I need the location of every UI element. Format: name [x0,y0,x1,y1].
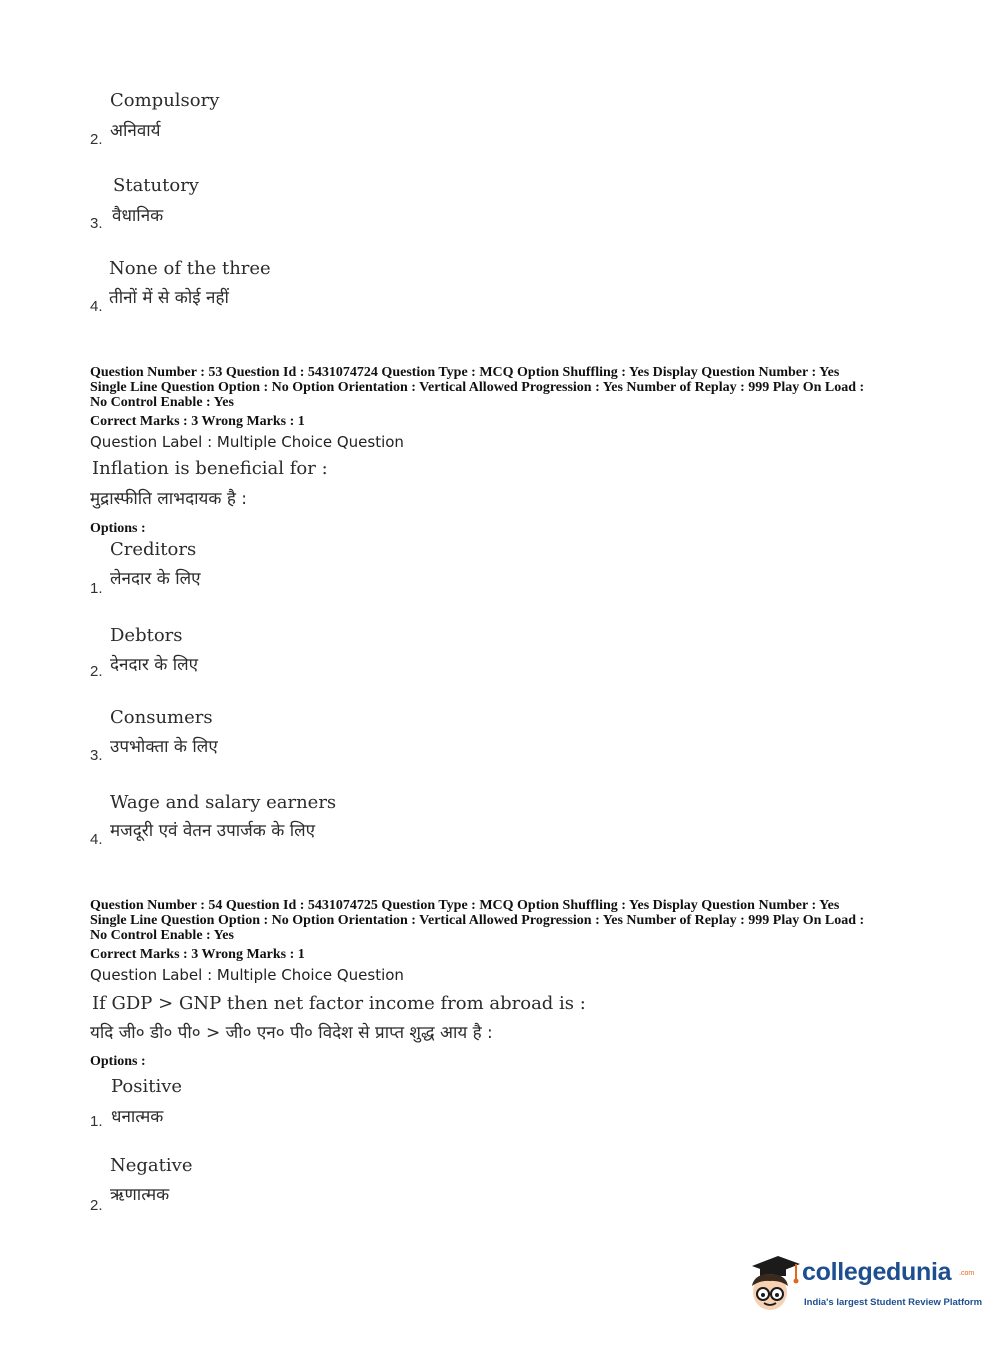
collegedunia-logo [742,1250,983,1320]
q54-question-text-english: If GDP > GNP then net factor income from abroad is : [92,993,586,1014]
prev-option-2-english: Compulsory [110,90,220,111]
q53-option-3-english: Consumers [110,707,213,728]
q53-option-4-hindi: मजदूरी एवं वेतन उपार्जक के लिए [110,821,316,841]
q53-options-heading: Options : [90,521,146,536]
q54-option-1-hindi: धनात्मक [111,1107,164,1127]
q53-meta-line-2: Single Line Question Option : No Option Orientation : Vertical Allowed Progression : Yes Number of Replay : 999 Play On Load : [90,380,865,395]
q53-option-2-english: Debtors [110,625,183,646]
q54-option-2-hindi: ऋणात्मक [110,1185,170,1205]
prev-option-4-number: 4. [90,298,103,315]
q53-option-1-english: Creditors [110,539,197,560]
q53-option-3-hindi: उपभोक्ता के लिए [110,737,218,757]
q53-question-label: Question Label : Multiple Choice Question [90,433,404,451]
q53-option-2-number: 2. [90,663,103,680]
q53-option-4-english: Wage and salary earners [110,792,337,813]
prev-option-2-hindi: अनिवार्य [110,121,161,141]
q53-marks: Correct Marks : 3 Wrong Marks : 1 [90,414,305,429]
q54-option-1-english: Positive [111,1076,183,1097]
q54-question-text-hindi: यदि जी० डी० पी० > जी० एन० पी० विदेश से प्राप्त शुद्ध आय है : [90,1023,493,1043]
q54-meta-line-1: Question Number : 54 Question Id : 5431074725 Question Type : MCQ Option Shuffling : Yes Display Question Number : Yes [90,898,840,913]
prev-option-4-hindi: तीनों में से कोई नहीं [109,288,229,308]
mascot-icon [742,1250,800,1316]
q54-options-heading: Options : [90,1054,146,1069]
q53-option-1-hindi: लेनदार के लिए [110,569,201,589]
q53-option-2-hindi: देनदार के लिए [110,655,199,675]
logo-wordmark: collegedunia [802,1258,952,1286]
q54-option-2-number: 2. [90,1197,103,1214]
q54-option-2-english: Negative [110,1155,193,1176]
prev-option-3-english: Statutory [113,175,199,196]
prev-option-4-english: None of the three [109,258,271,279]
q53-question-text-hindi: मुद्रास्फीति लाभदायक है : [90,489,248,509]
prev-option-3-number: 3. [90,215,103,232]
q53-option-3-number: 3. [90,747,103,764]
q53-metadata [90,365,920,410]
q53-question-text-english: Inflation is beneficial for : [92,458,328,479]
q53-meta-line-3: No Control Enable : Yes [90,395,234,410]
prev-option-3-hindi: वैधानिक [112,206,164,226]
q53-option-1-number: 1. [90,580,103,597]
q53-option-4-number: 4. [90,831,103,848]
q54-meta-line-2: Single Line Question Option : No Option Orientation : Vertical Allowed Progression : Yes Number of Replay : 999 Play On Load : [90,913,865,928]
q54-meta-line-3: No Control Enable : Yes [90,928,234,943]
logo-tagline: India's largest Student Review Platform [804,1297,983,1308]
prev-option-2-number: 2. [90,131,103,148]
q54-metadata [90,898,920,943]
q54-marks: Correct Marks : 3 Wrong Marks : 1 [90,947,305,962]
q54-option-1-number: 1. [90,1113,103,1130]
logo-domain-suffix: .com [959,1270,975,1277]
q54-question-label: Question Label : Multiple Choice Question [90,966,404,984]
q53-meta-line-1: Question Number : 53 Question Id : 5431074724 Question Type : MCQ Option Shuffling : Yes Display Question Number : Yes [90,365,840,380]
